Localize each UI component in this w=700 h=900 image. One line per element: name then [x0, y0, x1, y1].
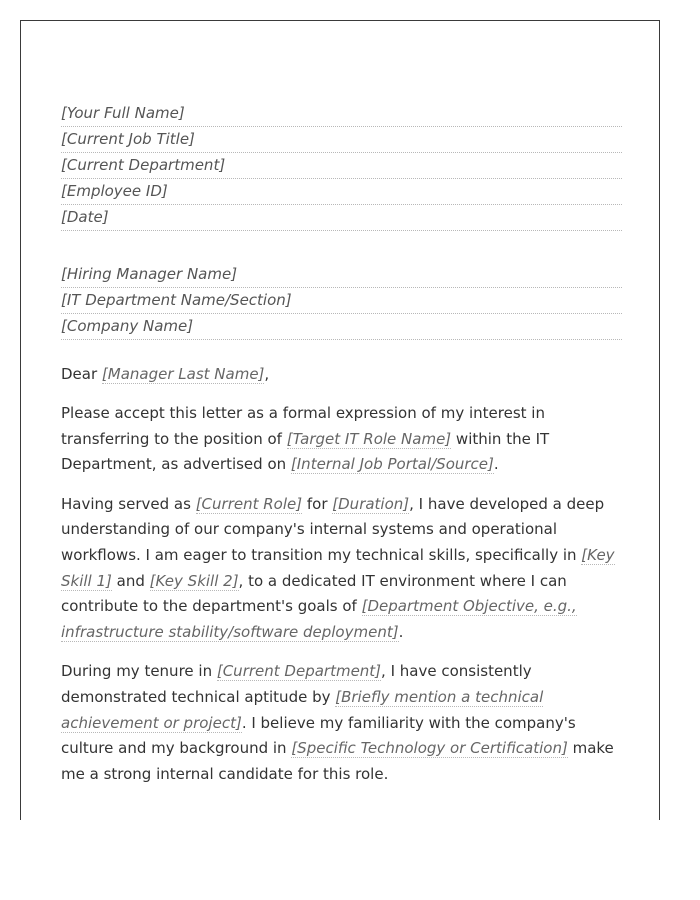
letter-page: [20, 20, 660, 820]
salutation-suffix: ,: [264, 365, 270, 383]
sender-employee-id-field[interactable]: [Employee ID]: [61, 179, 622, 205]
key-skill-1-placeholder[interactable]: [Key Skill 1]: [61, 545, 615, 590]
salutation: [61, 361, 622, 387]
key-skill-2-placeholder[interactable]: [Key Skill 2]: [149, 571, 239, 590]
recipient-manager-name-field[interactable]: [Hiring Manager Name]: [61, 262, 622, 288]
paragraph-text: .: [398, 622, 404, 641]
sender-block: [61, 101, 622, 231]
paragraph-text: . I believe my familiarity with the company's culture and my background in: [61, 713, 576, 758]
sender-date-field[interactable]: [Date]: [61, 205, 622, 231]
paragraph-text: .: [493, 455, 499, 474]
letter-content: [61, 101, 622, 787]
recipient-block: [61, 262, 622, 340]
paragraph-text: within the IT Department, as advertised on: [61, 429, 550, 474]
technical-achievement-placeholder[interactable]: [Briefly mention a technical achievement or project]: [61, 687, 544, 732]
department-objective-placeholder[interactable]: [Department Objective, e.g., infrastructure stability/software deployment]: [61, 597, 577, 641]
paragraph-text: Please accept this letter as a formal expression of my interest in transferring to the position of: [61, 404, 545, 448]
recipient-company-name-field[interactable]: [Company Name]: [61, 314, 622, 340]
duration-placeholder[interactable]: [Duration]: [332, 494, 410, 513]
target-it-role-placeholder[interactable]: [Target IT Role Name]: [286, 429, 452, 448]
body-paragraph-2: [61, 492, 622, 646]
current-role-placeholder[interactable]: [Current Role]: [195, 494, 303, 513]
block-spacer: [61, 231, 622, 262]
paragraph-text: and: [111, 571, 150, 590]
body-paragraph-1: [61, 401, 622, 478]
paragraph-text: , I have consistently demonstrated technical aptitude by: [61, 662, 532, 706]
body-paragraph-3: [61, 659, 622, 787]
recipient-department-section-field[interactable]: [IT Department Name/Section]: [61, 288, 622, 314]
paragraph-text: , I have developed a deep understanding of our company's internal systems and operational workflows. I am eager to transition my technical skills, specifically in: [61, 494, 605, 564]
salutation-prefix: Dear: [61, 365, 102, 383]
sender-department-field[interactable]: [Current Department]: [61, 153, 622, 179]
paragraph-text: Having served as: [61, 494, 196, 513]
sender-name-field[interactable]: [Your Full Name]: [61, 101, 622, 127]
paragraph-text: , to a dedicated IT environment where I can contribute to the department's goals of: [61, 571, 567, 616]
paragraph-text: make me a strong internal candidate for this role.: [61, 739, 614, 783]
sender-job-title-field[interactable]: [Current Job Title]: [61, 127, 622, 153]
paragraph-text: for: [302, 494, 333, 513]
current-department-placeholder[interactable]: [Current Department]: [216, 662, 382, 681]
paragraph-text: During my tenure in: [61, 662, 217, 681]
manager-last-name-placeholder[interactable]: [Manager Last Name]: [101, 365, 265, 383]
job-portal-source-placeholder[interactable]: [Internal Job Portal/Source]: [290, 455, 494, 474]
technology-certification-placeholder[interactable]: [Specific Technology or Certification]: [291, 739, 568, 758]
